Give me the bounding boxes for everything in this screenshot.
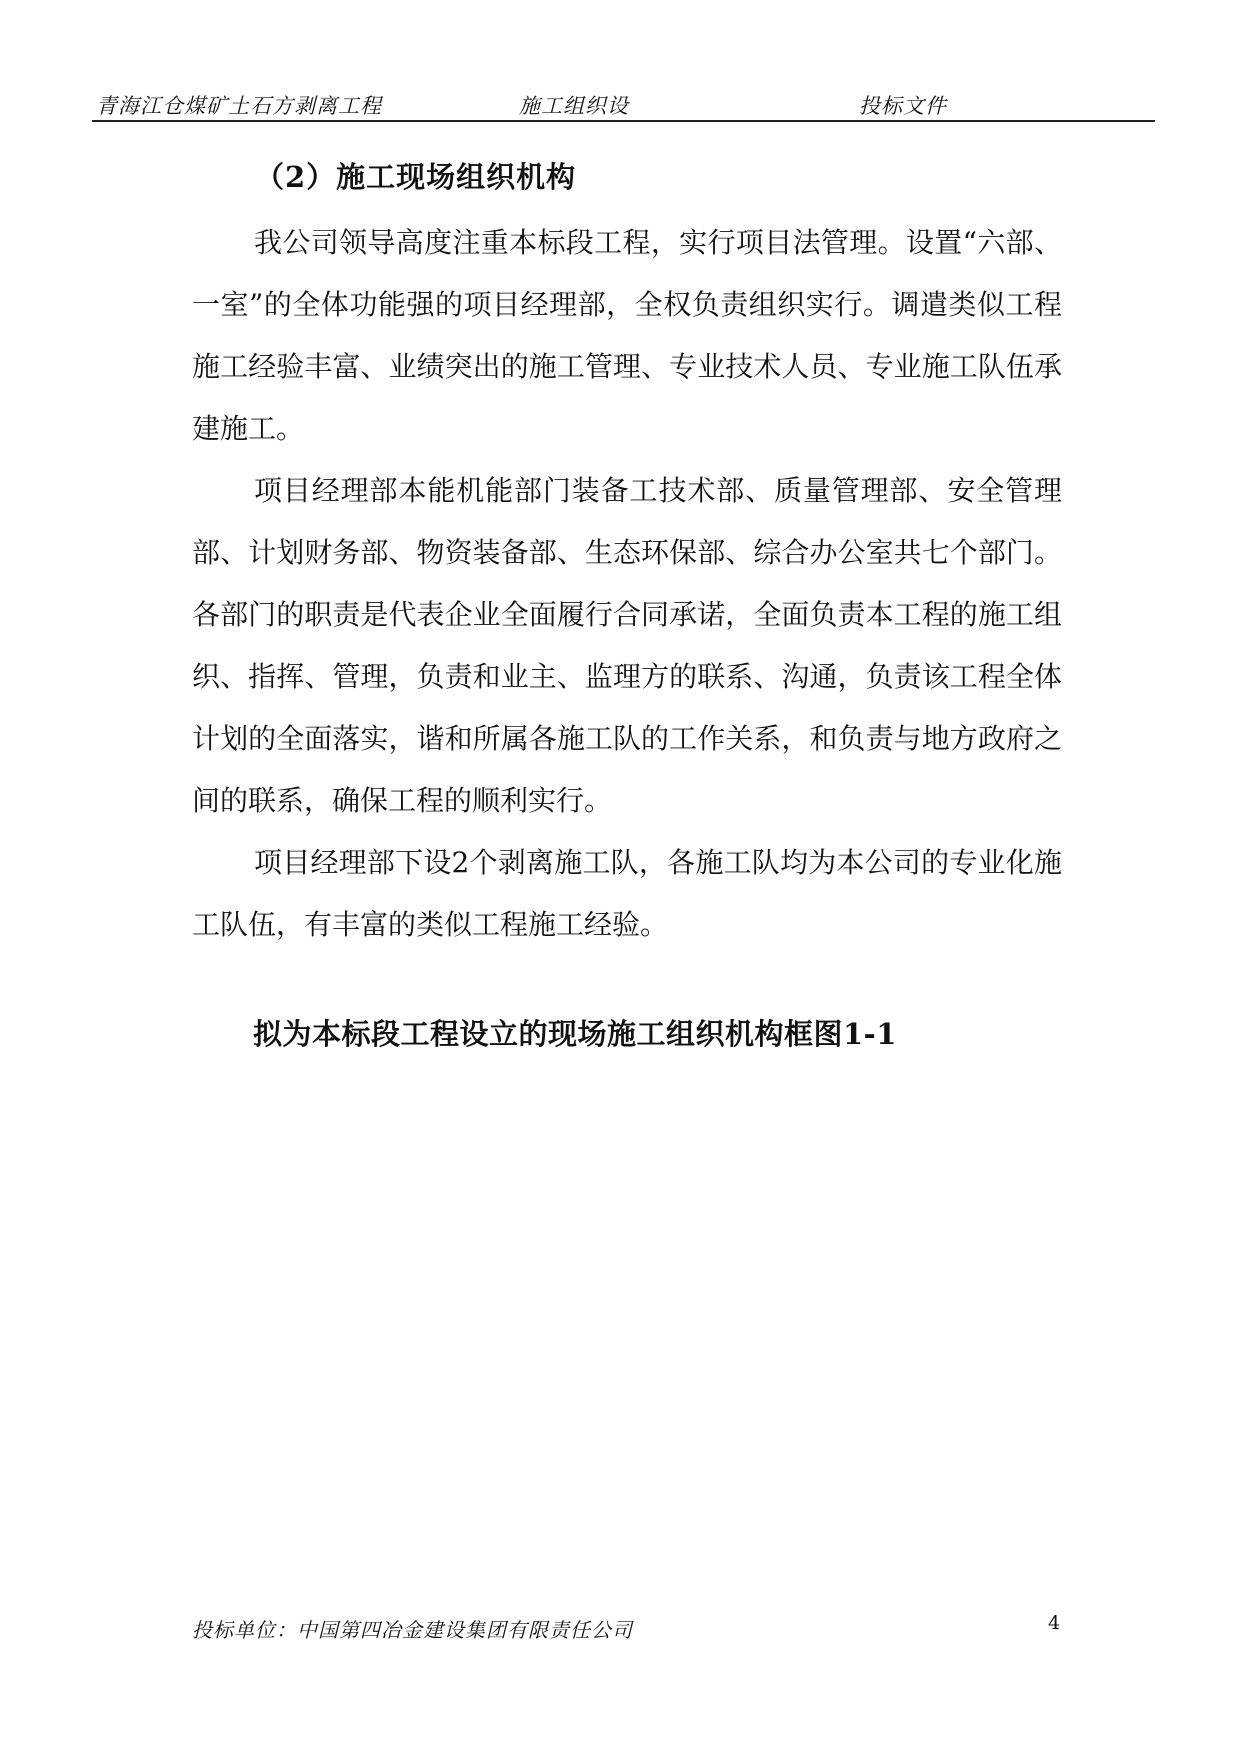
header-project-name: 青海江仓煤矿土石方剥离工程 [96,94,382,118]
footer-bidder: 投标单位：中国第四冶金建设集团有限责任公司 [192,1618,633,1642]
header-bid-label: 投标文件 [859,94,947,118]
figure-caption: 拟为本标段工程设立的现场施工组织机构框图1-1 [253,1017,897,1051]
page-header [92,84,1155,122]
paragraph-1: 我公司领导高度注重本标段工程，实行项目法管理。设置“六部、一室”的全体功能强的项目经理部，全权负责组织实行。调遣类似工程施工经验丰富、业绩突出的施工管理、专业技术人员、专业施工队伍承建施工。 [192,226,1062,445]
section-heading: （2）施工现场组织机构 [255,160,577,194]
header-document-type: 施工组织设 [519,94,629,118]
paragraph-3: 项目经理部下设2个剥离施工队，各施工队均为本公司的专业化施工队伍，有丰富的类似工程施工经验。 [192,846,1062,941]
paragraph-2: 项目经理部本能机能部门装备工技术部、质量管理部、安全管理部、计划财务部、物资装备部、生态环保部、综合办公室共七个部门。各部门的职责是代表企业全面履行合同承诺，全面负责本工程的施工组织、指挥、管理，负责和业主、监理方的联系、沟通，负责该工程全体计划的全面落实，谐和所属各施工队的工作关系，和负责与地方政府之间的联系，确保工程的顺利实行。 [192,474,1062,817]
page-number: 4 [1048,1612,1061,1634]
